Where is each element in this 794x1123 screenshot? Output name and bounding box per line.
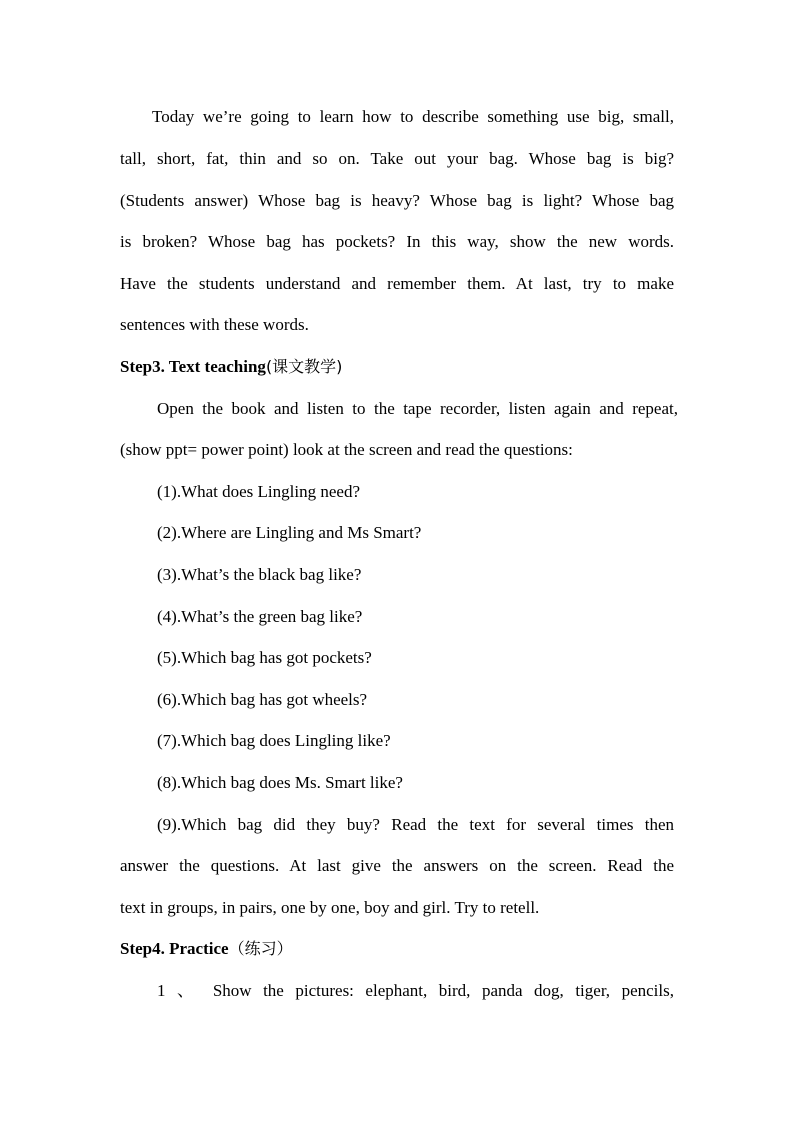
step4-heading-text: Step4. Practice — [120, 939, 229, 958]
step3-final-line-3: text in groups, in pairs, one by one, boy and girl. Try to retell. — [120, 898, 540, 917]
step4-line-1: 1 、 Show the pictures: elephant, bird, panda dog, tiger, pencils, — [157, 981, 674, 1000]
intro-line-2: tall, short, fat, thin and so on. Take out your bag. Whose bag is big? — [120, 149, 674, 168]
step4-heading-cn: （练习） — [228, 939, 293, 958]
step3-heading-cn: (课文教学) — [265, 357, 343, 376]
question-4: (4).What’s the green bag like? — [157, 607, 363, 626]
intro-line-4: is broken? Whose bag has pockets? In this way, show the new words. — [120, 232, 674, 251]
intro-line-3: (Students answer) Whose bag is heavy? Whose bag is light? Whose bag — [120, 191, 674, 210]
step3-intro-line-2: (show ppt= power point) look at the screen and read the questions: — [120, 440, 573, 459]
question-6: (6).Which bag has got wheels? — [157, 690, 368, 709]
step3-heading-text: Step3. Text teaching — [120, 357, 266, 376]
step3-final-line-2: answer the questions. At last give the answers on the screen. Read the — [120, 856, 674, 875]
step3-intro-line-1: Open the book and listen to the tape recorder, listen again and repeat, — [157, 399, 678, 418]
intro-line-1: Today we’re going to learn how to describe something use big, small, — [152, 107, 674, 126]
intro-line-6: sentences with these words. — [120, 315, 309, 334]
question-3: (3).What’s the black bag like? — [157, 565, 362, 584]
question-5: (5).Which bag has got pockets? — [157, 648, 372, 667]
step4-heading — [120, 937, 674, 961]
question-7: (7).Which bag does Lingling like? — [157, 731, 391, 750]
question-8: (8).Which bag does Ms. Smart like? — [157, 773, 403, 792]
question-1: (1).What does Lingling need? — [157, 482, 360, 501]
question-2: (2).Where are Lingling and Ms Smart? — [157, 523, 422, 542]
intro-line-5: Have the students understand and remember them. At last, try to make — [120, 274, 674, 293]
step3-heading — [120, 355, 674, 379]
step3-final-line-1: (9).Which bag did they buy? Read the text for several times then — [157, 815, 674, 834]
